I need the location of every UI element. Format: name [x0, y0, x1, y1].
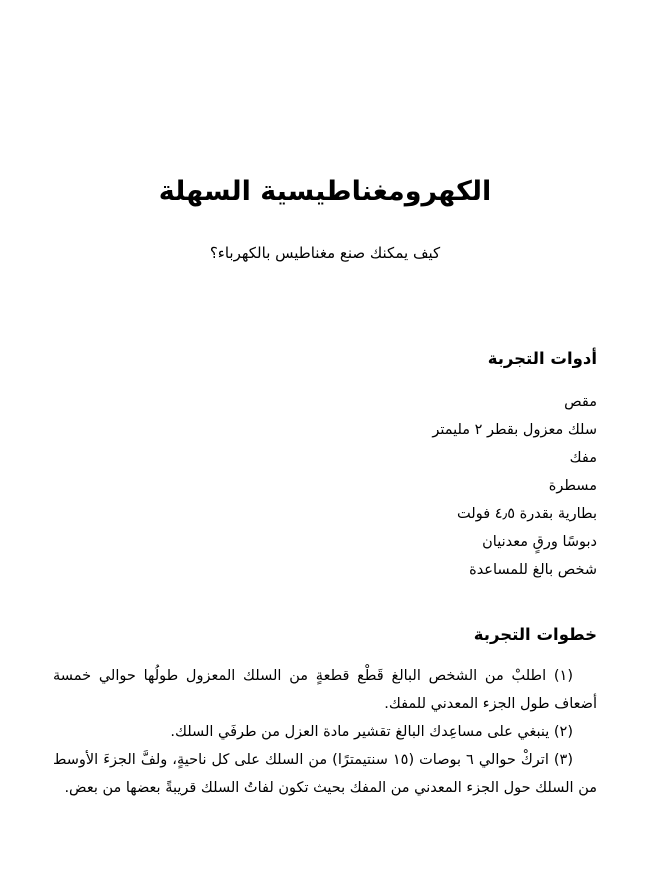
tool-item: مفك: [569, 450, 597, 466]
steps-list: [53, 662, 597, 802]
tool-item: شخص بالغ للمساعدة: [469, 562, 597, 578]
tool-item: مقص: [564, 394, 597, 410]
tool-item: سلك معزول بقطر ٢ مليمتر: [432, 422, 597, 438]
tools-list: [432, 388, 597, 584]
tools-heading: أدوات التجربة: [487, 349, 597, 368]
step-paragraph: (٢) ينبغي على مساعِدك البالغ تقشير مادة العزل من طرفَي السلك.: [170, 724, 573, 740]
tool-item: مسطرة: [548, 478, 597, 494]
step-paragraph: (١) اطلبْ من الشخص البالغ قَطْع قطعةٍ من السلك المعزول طولُها حوالي خمسة أضعاف طول الجزء المعدني للمفك.: [53, 668, 597, 712]
tool-item: بطارية بقدرة ٤٫٥ فولت: [457, 506, 597, 522]
step-paragraph: (٣) اتركْ حوالي ٦ بوصات (١٥ سنتيمترًا) من السلك على كل ناحيةٍ، ولفَّ الجزءَ الأوسط من السلك حول الجزء المعدني من المفك بحيث تكون لفاتُ السلك قريبةً بعضها من بعض.: [53, 752, 597, 796]
steps-heading: خطوات التجربة: [473, 625, 597, 644]
page-subtitle: كيف يمكنك صنع مغناطيس بالكهرباء؟: [209, 244, 441, 262]
tool-item: دبوسًا ورقٍ معدنيان: [482, 534, 597, 550]
page-title: الكهرومغناطيسية السهلة: [158, 176, 492, 207]
